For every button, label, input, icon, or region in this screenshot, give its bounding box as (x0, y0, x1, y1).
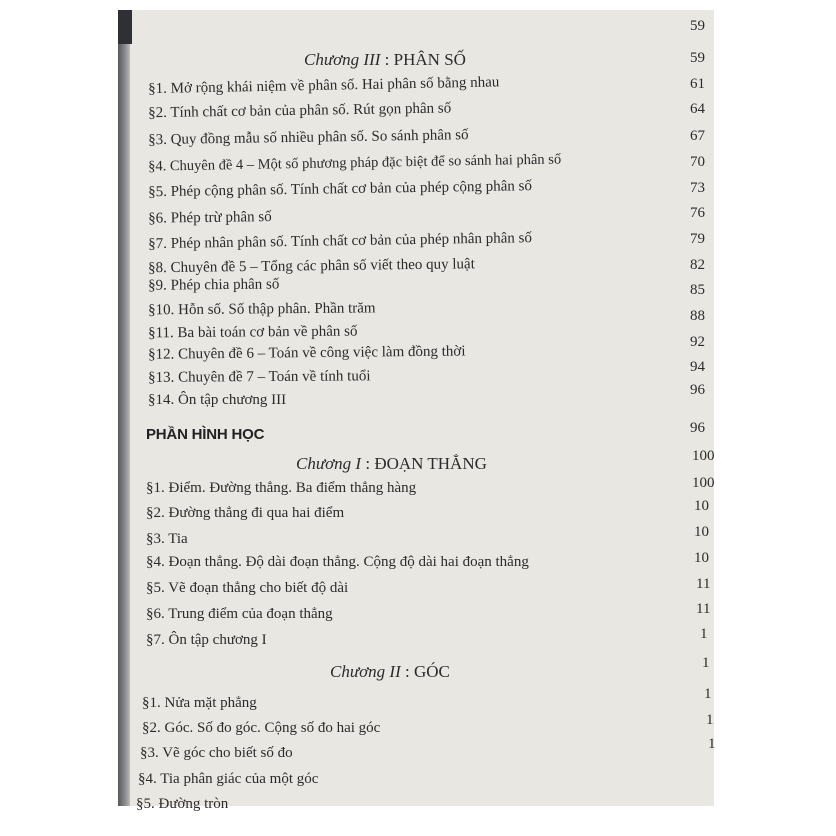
toc-entry-page: 11 (696, 601, 711, 617)
book-spine (118, 10, 130, 806)
toc-entry-title: §2. Tính chất cơ bản của phân số. Rút gọn phân số (148, 100, 452, 122)
chapter-i-page: 100 (692, 448, 715, 464)
chapter-iii-page: 59 (690, 50, 705, 66)
book-spine-shadow (118, 10, 132, 44)
toc-entry-title: §7. Phép nhân phân số. Tính chất cơ bản của phép nhân phân số (148, 230, 533, 253)
chapter-ii-page: 1 (702, 655, 710, 671)
toc-entry-page: 88 (690, 308, 705, 324)
book-page-photo (118, 10, 716, 812)
toc-entry-title: §4. Chuyên đề 4 – Một số phương pháp đặc biệt để so sánh hai phân số (148, 151, 562, 175)
chapter-iii-heading (304, 50, 466, 70)
chapter-separator: : (405, 662, 410, 681)
toc-entry-page: 100 (692, 475, 715, 491)
toc-entry-page: 1 (708, 736, 716, 752)
toc-entry-title: §14. Ôn tập chương III (148, 392, 287, 408)
toc-entry-title: §8. Chuyên đề 5 – Tổng các phân số viết theo quy luật (148, 256, 475, 277)
chapter-separator: : (384, 50, 390, 69)
toc-entry-page: 70 (690, 154, 705, 170)
toc-entry-page: 61 (690, 76, 705, 92)
toc-entry-title: §13. Chuyên đề 7 – Toán về tính tuổi (148, 368, 371, 386)
toc-entry-page: 96 (690, 382, 705, 398)
chapter-i-heading (296, 454, 487, 474)
toc-entry-title: §4. Tia phân giác của một góc (138, 771, 319, 787)
toc-entry-title: §6. Trung điểm của đoạn thẳng (146, 606, 333, 622)
toc-entry-page: 76 (690, 205, 705, 221)
toc-entry-page: 92 (690, 334, 705, 350)
chapter-title: PHÂN SỐ (393, 50, 466, 69)
chapter-title: GÓC (414, 662, 450, 681)
toc-entry-title: §9. Phép chia phân số (148, 276, 280, 294)
toc-entry-title: §1. Nửa mặt phẳng (142, 695, 257, 711)
top-page-number: 59 (690, 18, 705, 34)
toc-entry-page: 10 (694, 524, 709, 540)
chapter-title: ĐOẠN THẲNG (374, 454, 487, 473)
chapter-ii-heading (330, 662, 450, 682)
toc-entry-page: 64 (690, 101, 705, 117)
toc-entry-page: 79 (690, 231, 705, 247)
toc-entry-title: §2. Đường thẳng đi qua hai điểm (146, 505, 345, 521)
toc-entry-page: 73 (690, 180, 705, 196)
part-heading: PHẦN HÌNH HỌC (146, 426, 265, 443)
chapter-separator: : (365, 454, 371, 473)
toc-entry-title: §3. Tia (146, 531, 188, 547)
toc-entry-page: 67 (690, 128, 705, 144)
chapter-label: Chương II (330, 662, 401, 681)
toc-entry-page: 94 (690, 359, 705, 375)
toc-entry-title: §11. Ba bài toán cơ bản về phân số (148, 323, 358, 342)
toc-entry-title: §5. Phép cộng phân số. Tính chất cơ bản của phép cộng phân số (148, 178, 533, 201)
toc-entry-page: 1 (704, 686, 712, 702)
toc-entry-title: §7. Ôn tập chương I (146, 632, 267, 648)
toc-entry-title: §1. Điểm. Đường thẳng. Ba điểm thẳng hàng (146, 480, 417, 496)
toc-entry-title: §5. Đường tròn (136, 796, 229, 812)
toc-entry-page: 1 (700, 626, 708, 642)
chapter-label: Chương III (304, 50, 381, 69)
toc-entry-page: 10 (694, 550, 709, 566)
toc-entry-title: §6. Phép trừ phân số (148, 209, 272, 227)
toc-entry-title: §2. Góc. Số đo góc. Cộng số đo hai góc (142, 720, 381, 736)
toc-entry-title: §5. Vẽ đoạn thẳng cho biết độ dài (146, 580, 349, 596)
toc-entry-title: §1. Mở rộng khái niệm về phân số. Hai phân số bằng nhau (148, 74, 500, 98)
toc-entry-title: §3. Vẽ góc cho biết số đo (140, 745, 293, 761)
part-page: 96 (690, 420, 705, 436)
toc-entry-title: §3. Quy đồng mẫu số nhiều phân số. So sánh phân số (148, 127, 469, 149)
toc-entry-page: 10 (694, 498, 709, 514)
toc-entry-page: 11 (696, 576, 711, 592)
toc-entry-title: §10. Hỗn số. Số thập phân. Phần trăm (148, 300, 376, 319)
toc-entry-title: §12. Chuyên đề 6 – Toán về công việc làm đồng thời (148, 343, 466, 363)
toc-entry-page: 85 (690, 282, 705, 298)
toc-entry-page: 82 (690, 257, 705, 273)
toc-entry-page: 1 (706, 712, 714, 728)
chapter-label: Chương I (296, 454, 362, 473)
toc-entry-title: §4. Đoạn thẳng. Độ dài đoạn thẳng. Cộng độ dài hai đoạn thẳng (146, 554, 529, 570)
